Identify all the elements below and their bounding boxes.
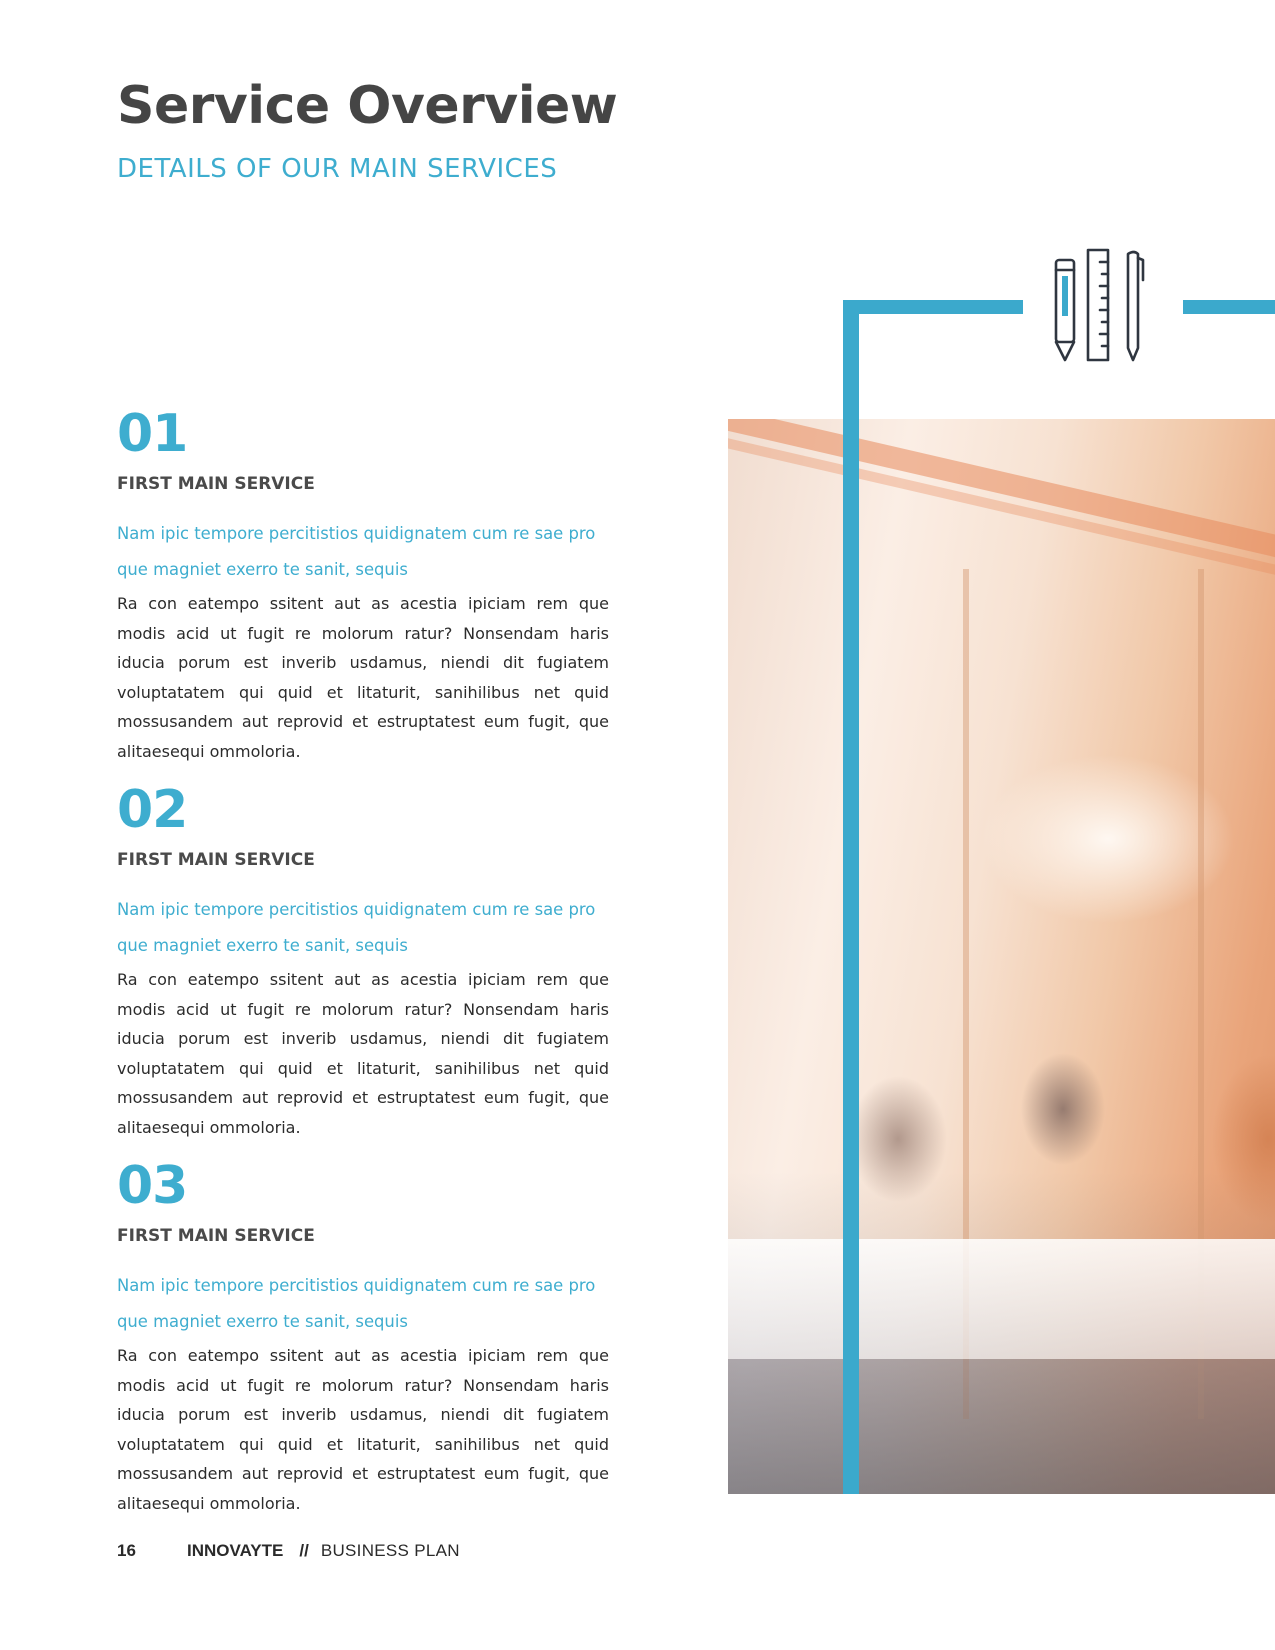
service-item-02 xyxy=(117,780,609,1142)
service-number: 02 xyxy=(117,780,188,840)
frame-line-vertical xyxy=(843,300,859,1494)
office-meeting-photo xyxy=(728,419,1275,1494)
service-name: FIRST MAIN SERVICE xyxy=(117,474,315,494)
frame-line-top-right xyxy=(1183,300,1275,314)
page-title: Service Overview xyxy=(117,76,618,136)
service-name: FIRST MAIN SERVICE xyxy=(117,850,315,870)
service-body: Ra con eatempo ssitent aut as acestia ipiciam rem que modis acid ut fugit re molorum ratur? Nonsendam haris iducia porum est inverib usdamus, niendi dit fugiatem voluptatatem qui quid et litaturit, sanihilibus net quid mossusandem aut reprovid et estruptatest eum fugit, que alitaesequi ommoloria. xyxy=(117,1346,609,1513)
pencil-ruler-pen-icon xyxy=(1052,248,1152,366)
service-item-01 xyxy=(117,404,609,766)
page-number: 16 xyxy=(117,1541,136,1560)
service-lead: Nam ipic tempore percitistios quidignatem cum re sae pro que magniet exerro te sanit, sequis xyxy=(117,1276,596,1331)
service-body: Ra con eatempo ssitent aut as acestia ipiciam rem que modis acid ut fugit re molorum ratur? Nonsendam haris iducia porum est inverib usdamus, niendi dit fugiatem voluptatatem qui quid et litaturit, sanihilibus net quid mossusandem aut reprovid et estruptatest eum fugit, que alitaesequi ommoloria. xyxy=(117,594,609,761)
page-footer xyxy=(117,1541,460,1561)
service-name: FIRST MAIN SERVICE xyxy=(117,1226,315,1246)
service-number: 01 xyxy=(117,404,188,464)
service-item-03 xyxy=(117,1156,609,1518)
service-lead: Nam ipic tempore percitistios quidignatem cum re sae pro que magniet exerro te sanit, sequis xyxy=(117,524,596,579)
footer-separator: // xyxy=(299,1541,309,1560)
service-number: 03 xyxy=(117,1156,188,1216)
service-lead: Nam ipic tempore percitistios quidignatem cum re sae pro que magniet exerro te sanit, sequis xyxy=(117,900,596,955)
service-body: Ra con eatempo ssitent aut as acestia ipiciam rem que modis acid ut fugit re molorum ratur? Nonsendam haris iducia porum est inverib usdamus, niendi dit fugiatem voluptatatem qui quid et litaturit, sanihilibus net quid mossusandem aut reprovid et estruptatest eum fugit, que alitaesequi ommoloria. xyxy=(117,970,609,1137)
footer-document-title: BUSINESS PLAN xyxy=(320,1541,460,1560)
frame-line-top-left xyxy=(843,300,1023,314)
footer-brand: INNOVAYTE xyxy=(187,1541,284,1560)
page-subtitle: DETAILS OF OUR MAIN SERVICES xyxy=(117,154,558,184)
